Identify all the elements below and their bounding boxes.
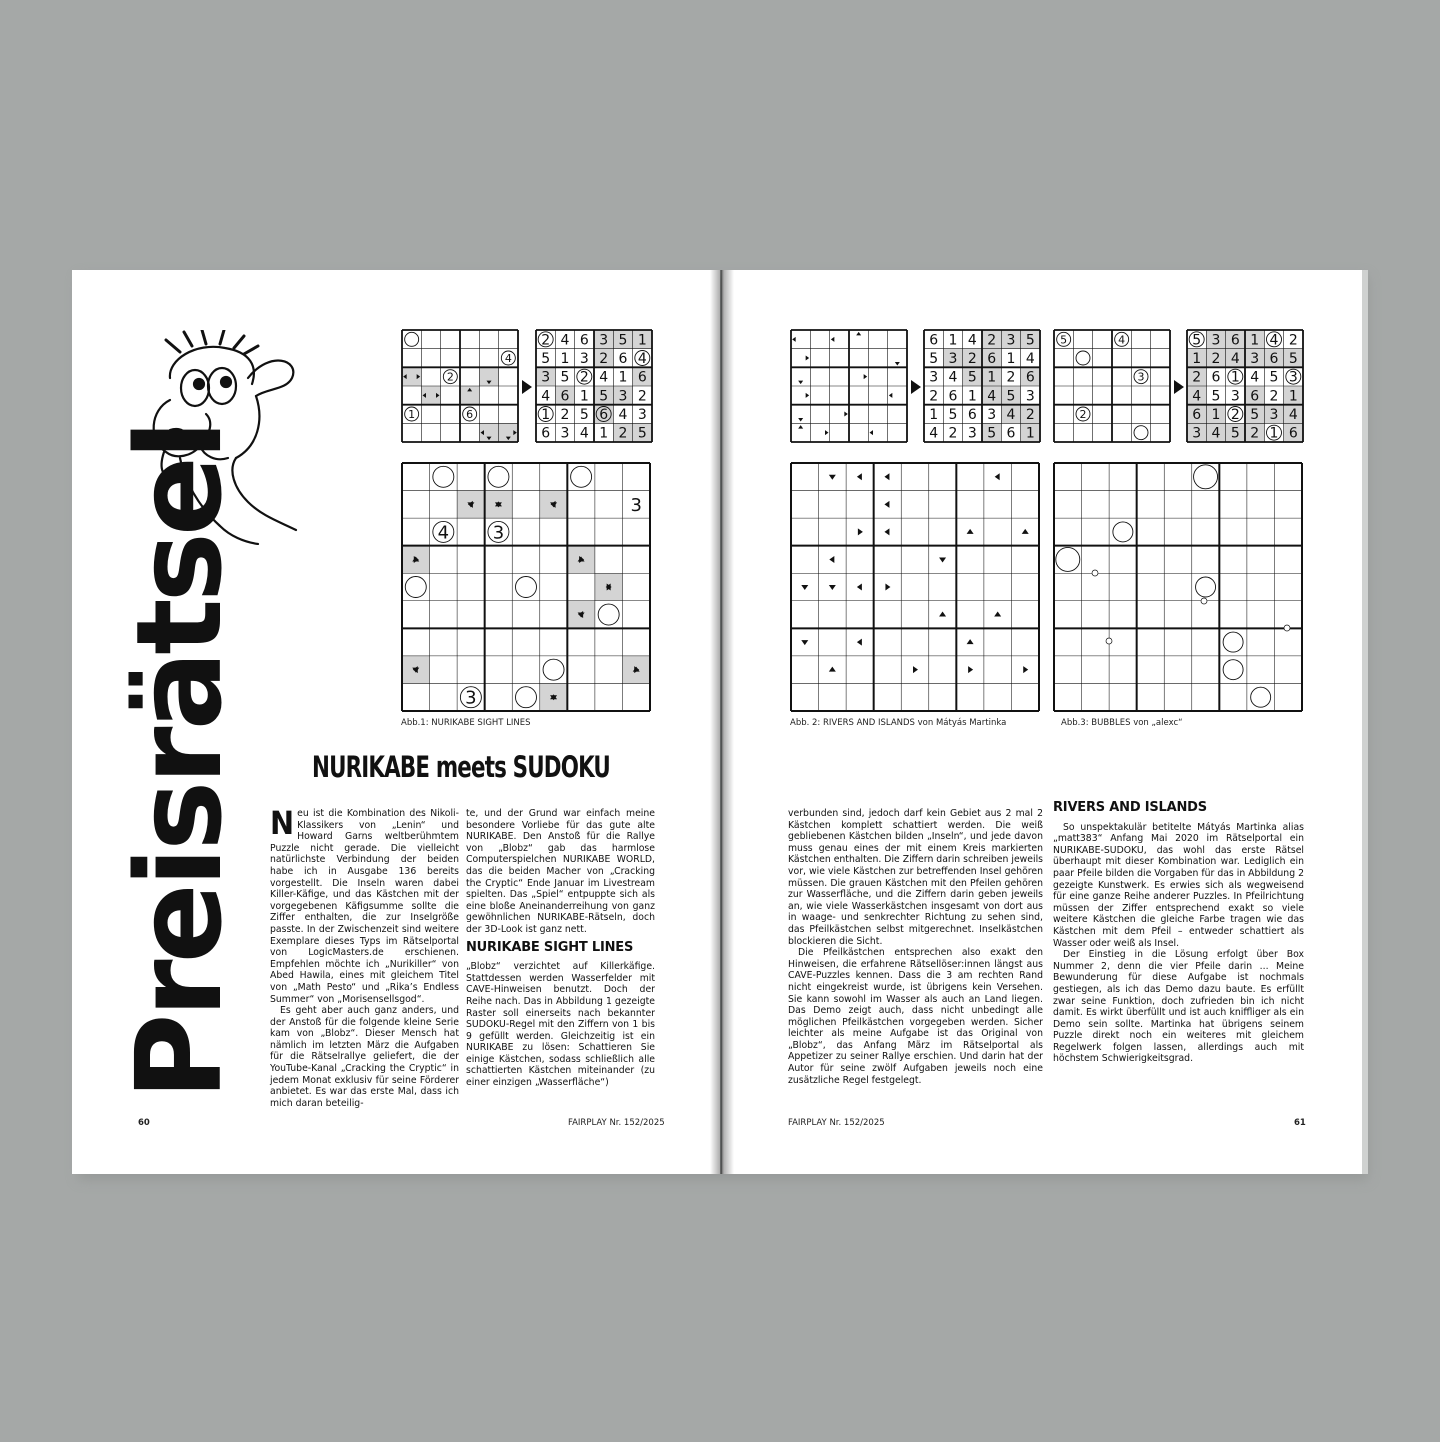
solution-digit: 3: [618, 388, 628, 405]
arrow-marker: [857, 473, 862, 480]
solution-digit: 1: [967, 388, 977, 405]
article-title: NURIKABE meets SUDOKU: [312, 750, 610, 784]
circle-clue: [1134, 426, 1148, 440]
arrow-marker: [994, 612, 1001, 617]
solution-digit: 2: [560, 407, 570, 423]
solution-digit: 1: [948, 332, 958, 349]
circle-clue: [405, 332, 419, 346]
arrow-marker: [798, 381, 803, 385]
page-number-left: 60: [138, 1118, 150, 1128]
book-gutter: [710, 270, 734, 1174]
arrow-marker: [1022, 529, 1029, 534]
arrow-marker: [792, 337, 796, 342]
small-bubble: [1092, 570, 1098, 576]
solution-digit: 1: [1211, 407, 1221, 423]
solution-digit: 6: [1192, 407, 1202, 423]
arrow-marker: [1023, 666, 1028, 673]
solution-digit: 4: [1230, 351, 1240, 367]
demo3-solution-grid: [1186, 329, 1304, 443]
solution-digit: 6: [1288, 425, 1298, 442]
clue-digit: 2: [446, 370, 454, 384]
solution-digit: 3: [579, 351, 589, 367]
solution-digit: 2: [599, 351, 609, 367]
solution-digit: 2: [987, 332, 997, 349]
solution-digit: 5: [1250, 407, 1260, 423]
solution-digit: 5: [541, 351, 551, 367]
solution-digit: 2: [967, 351, 977, 367]
solution-digit: 2: [1006, 369, 1016, 386]
solution-digit: 3: [637, 407, 647, 423]
solution-digit: 4: [948, 369, 958, 386]
circle-clue: [516, 577, 537, 598]
clue-digit: 5: [1060, 333, 1068, 347]
solution-digit: 1: [560, 351, 570, 367]
page-edge: [1362, 270, 1368, 1174]
clue-digit: 3: [492, 522, 505, 544]
solution-digit: 2: [637, 388, 647, 405]
solution-digit: 6: [987, 351, 997, 367]
arrow-right-icon: [522, 380, 532, 394]
demo1-puzzle-grid: [401, 329, 519, 443]
solution-digit: 1: [1250, 332, 1260, 349]
subheading-rivers-islands: RIVERS AND ISLANDS: [1053, 800, 1207, 815]
arrow-marker: [968, 666, 973, 673]
demo2-puzzle-grid: [790, 329, 908, 443]
solution-digit: 5: [967, 369, 977, 386]
arrow-marker: [801, 640, 808, 645]
solution-digit: 1: [1288, 388, 1298, 405]
big-puzzle-grid-3: [1053, 462, 1303, 712]
solution-digit: 5: [929, 351, 939, 367]
solution-digit: 4: [929, 425, 939, 442]
arrow-marker: [844, 412, 848, 417]
solution-digit: 6: [599, 407, 609, 423]
solution-digit: 2: [579, 369, 589, 386]
arrow-marker: [829, 475, 836, 480]
arrow-marker: [939, 557, 946, 562]
solution-digit: 1: [1006, 351, 1016, 367]
solution-digit: 3: [1230, 388, 1240, 405]
solution-digit: 5: [599, 388, 609, 405]
clue-digit: 6: [466, 408, 474, 421]
solution-digit: 3: [1025, 388, 1035, 405]
arrow-right-icon: [1174, 380, 1184, 394]
solution-digit: 4: [1006, 407, 1016, 423]
solution-digit: 5: [1230, 425, 1240, 442]
solution-digit: 4: [618, 407, 628, 423]
arrow-marker: [831, 337, 835, 342]
circle-clue: [1251, 687, 1271, 707]
big-puzzle-grid-1: [401, 462, 651, 712]
solution-digit: 5: [1025, 332, 1035, 349]
circle-clue: [433, 466, 454, 487]
issue-label-left: FAIRPLAY Nr. 152/2025: [568, 1118, 665, 1128]
solution-digit: 4: [1211, 425, 1221, 442]
arrow-marker: [870, 430, 874, 435]
solution-digit: 3: [1269, 407, 1279, 423]
circle-clue: [598, 604, 619, 625]
paragraph: verbunden sind, jedoch darf kein Gebiet aus 2 mal 2 Kästchen komplett schattiert werden. Die weiß gebliebenen Kästchen bilden „Inseln“, und jede davon muss genau eines der mit einem Kreis markierten Kästchen enthalten. Die Ziffern darin schreiben jeweils vor, wie viele Kästchen zur betreffenden Insel gehören müssen. Die grauen Kästchen mit den Pfeilen gehören zur Wasserfläche, und die Ziffern darin geben jeweils an, wie viele Wasserkästchen insgesamt von dort aus in waage- und senkrechter Richtung zu sehen sind, das Pfeilkästchen selbst mitgerechnet. Inselkästchen blockieren die Sicht.: [788, 808, 1044, 947]
demo2-solution-grid: [923, 329, 1041, 443]
solution-digit: 3: [1288, 369, 1298, 386]
paragraph: „Blobz“ verzichtet auf Killerkäfige. Stattdessen werden Wasserfelder mit CAVE-Hinweisen benutzt. Doch der Reihe nach. Das in Abbildung 1 gezeigte Raster soll einerseits nach bekannter SUDOKU-Regel mit den Ziffern von 1 bis 9 gefüllt werden. Gleichzeitig ist ein NURIKABE zu lösen: Schattieren Sie einige Kästchen, sodass schließlich alle schattierten Kästchen miteinander (zu einer einzigen „Wasserfläche“): [466, 961, 655, 1089]
solution-digit: 3: [948, 351, 958, 367]
arrow-marker: [829, 556, 834, 563]
solution-digit: 6: [967, 407, 977, 423]
solution-digit: 4: [560, 332, 570, 349]
solution-digit: 5: [637, 425, 647, 442]
solution-digit: 2: [1250, 425, 1260, 442]
arrow-marker: [829, 585, 836, 590]
solution-digit: 1: [1025, 425, 1035, 442]
solution-digit: 4: [579, 425, 589, 442]
demo3-puzzle-grid: [1053, 329, 1171, 443]
arrow-marker: [825, 430, 829, 435]
solution-digit: 4: [1025, 351, 1035, 367]
solution-digit: 2: [541, 332, 551, 349]
arrow-marker: [798, 425, 803, 429]
circle-clue: [516, 687, 537, 708]
solution-digit: 4: [1288, 407, 1298, 423]
arrow-marker: [829, 667, 836, 672]
arrow-marker: [806, 356, 810, 361]
solution-digit: 3: [929, 369, 939, 386]
solution-digit: 3: [560, 425, 570, 442]
solution-digit: 4: [967, 332, 977, 349]
text-column-4: [1053, 802, 1304, 1065]
solution-digit: 4: [637, 351, 647, 367]
solution-digit: 5: [1006, 388, 1016, 405]
demo1-solution-grid: [535, 329, 653, 443]
solution-digit: 1: [541, 407, 551, 423]
solution-digit: 2: [618, 425, 628, 442]
solution-digit: 5: [1192, 332, 1202, 349]
solution-digit: 3: [1211, 332, 1221, 349]
arrow-marker: [995, 473, 1000, 480]
small-bubble: [1201, 598, 1207, 604]
solution-digit: 3: [1250, 351, 1260, 367]
solution-digit: 6: [541, 425, 551, 442]
solution-digit: 1: [599, 425, 609, 442]
text-column-1: [270, 804, 459, 1109]
solution-digit: 1: [618, 369, 628, 386]
arrow-marker: [939, 612, 946, 617]
solution-digit: 2: [1288, 332, 1298, 349]
circle-clue: [488, 466, 509, 487]
solution-digit: 3: [1192, 425, 1202, 442]
paragraph: So unspektakulär betitelte Mátyás Martinka alias „matt383“ Anfang Mai 2020 im Rätselportal ein NURIKABE-SUDOKU, das wohl das erste Rätsel überhaupt mit dieser Kombination war. Lediglich ein paar Pfeile bilden die Vorgaben für das in Abbildung 2 gezeigte Kunstwerk. Es erwies sich als wegweisend für eine ganze Reihe anderer Puzzles. In Pfeilrichtung müssen der Ziffer entsprechend exakt so viele weitere Kästchen die gleiche Farbe tragen wie das Kästchen mit dem Pfeil – entweder schattiert als Wasser oder weiß als Insel.: [1053, 821, 1304, 949]
solution-digit: 1: [1230, 369, 1240, 386]
solution-digit: 1: [987, 369, 997, 386]
arrow-marker: [913, 666, 918, 673]
dropcap: N: [270, 804, 295, 842]
paragraph: Der Einstieg in die Lösung erfolgt über Box Nummer 2, denn die vier Pfeile darin ... Meine Bewunderung für diese Aufgabe ist nochmals gestiegen, als ich das Demo dazu baute. Es erfüllt zwar seine Funktion, doch zufrieden bin ich nicht damit. Es wirkt überfüllt und ist auch kniffliger als ein Demo sein sollte. Martinka hat übrigens seinem Puzzle direkt noch ein weiteres mit gleichem Regelwerk folgen lassen, allerdings auch mit höchstem Schwierigkeitsgrad.: [1053, 949, 1304, 1065]
clue-digit: 1: [408, 408, 416, 421]
solution-digit: 2: [1192, 369, 1202, 386]
solution-digit: 4: [599, 369, 609, 386]
arrow-marker: [884, 528, 889, 535]
caption-figure-1: Abb.1: NURIKABE SIGHT LINES: [401, 718, 531, 728]
solution-digit: 6: [1006, 425, 1016, 442]
circle-clue: [1056, 547, 1080, 571]
caption-figure-2: Abb. 2: RIVERS AND ISLANDS von Mátyás Martinka: [790, 718, 1007, 728]
circle-clue: [1223, 632, 1243, 652]
circle-clue: [1196, 577, 1216, 597]
small-bubble: [1284, 625, 1290, 631]
solution-digit: 1: [579, 388, 589, 405]
solution-digit: 1: [1269, 425, 1279, 442]
solution-digit: 5: [1288, 351, 1298, 367]
arrow-marker: [895, 362, 900, 366]
arrow-right-icon: [911, 380, 921, 394]
solution-digit: 2: [1230, 407, 1240, 423]
solution-digit: 4: [1192, 388, 1202, 405]
solution-digit: 2: [948, 425, 958, 442]
solution-digit: 5: [560, 369, 570, 386]
section-title: Preisrätsel: [110, 423, 248, 1100]
solution-digit: 6: [1025, 369, 1035, 386]
big-puzzle-grid-2: [790, 462, 1040, 712]
arrow-marker: [884, 501, 889, 508]
solution-digit: 6: [1269, 351, 1279, 367]
solution-digit: 3: [541, 369, 551, 386]
clue-digit: 4: [1118, 333, 1126, 347]
solution-digit: 1: [929, 407, 939, 423]
solution-digit: 2: [1269, 388, 1279, 405]
solution-digit: 6: [948, 388, 958, 405]
solution-digit: 6: [1230, 332, 1240, 349]
solution-digit: 5: [1269, 369, 1279, 386]
text-column-2: [466, 808, 655, 1089]
issue-label-right: FAIRPLAY Nr. 152/2025: [788, 1118, 885, 1128]
solution-digit: 5: [948, 407, 958, 423]
solution-digit: 4: [541, 388, 551, 405]
solution-digit: 6: [637, 369, 647, 386]
clue-digit: 3: [1137, 370, 1145, 384]
solution-digit: 3: [987, 407, 997, 423]
solution-digit: 5: [618, 332, 628, 349]
subheading-sight-lines: NURIKABE SIGHT LINES: [466, 939, 634, 955]
page-number-right: 61: [1294, 1118, 1306, 1128]
arrow-marker: [889, 393, 893, 398]
arrow-marker: [857, 584, 862, 591]
arrow-marker: [864, 374, 868, 379]
clue-digit: 4: [504, 352, 512, 365]
paragraph: Es geht aber auch ganz anders, und der Anstoß für die folgende kleine Serie kam von „Blobz“. Dieser Mensch hat nämlich im letzten März die Aufgaben für die Rätselrallye geliefert, die der YouTube-Kanal „Cracking the Cryptic“ in jedem Monat exklusiv für seine Förderer anbietet. Es war das erste Mal, dass ich mich daran beteilig-: [270, 1005, 459, 1109]
solution-digit: 4: [987, 388, 997, 405]
circle-clue: [1113, 522, 1133, 542]
paragraph: eu ist die Kombination des Nikoli-Klassikers von „Lenin“ und Howard Garns weltberühmtem Puzzle nicht gerade. Die vielleicht natürlichste Verbindung der beiden habe ich in Ausgabe 136 bereits vorgestellt. Die Inseln waren dabei Killer-Käfige, und das Kästchen mit der vorgegebenen Käfigsumme sollte die Ziffer enthalten, die zur Inselgröße passte. In der Zwischenzeit sind weitere Exemplare dieses Typs im Rätselportal von LogicMasters.de erschienen. Empfehlen möchte ich „Nurikiller“ von Abed Hawila, eines mit gleichem Titel von „Math Pesto“ und „Rika’s Endless Summer“ von „Morisensellsgod“.: [270, 808, 459, 1005]
solution-digit: 6: [1250, 388, 1260, 405]
arrow-marker: [884, 473, 889, 480]
caption-figure-3: Abb.3: BUBBLES von „alexc“: [1061, 718, 1183, 728]
arrow-marker: [801, 585, 808, 590]
paragraph: te, und der Grund war einfach meine besondere Vorliebe für das gute alte NURIKABE. Den Anstoß für die Rallye von „Blobz“ gab das harmlose Computerspielchen NURIKABE WORLD, das die beiden Macher von „Cracking the Cryptic“ Ende Januar im Livestream spielten. Das „Spiel“ entpuppte sich als eine bloße Aneinanderreihung von ganz gewöhnlichen NURIKABE-Rätseln, doch der 3D-Look ist ganz nett.: [466, 808, 655, 935]
solution-digit: 2: [1211, 351, 1221, 367]
small-bubble: [1106, 638, 1112, 644]
solution-digit: 6: [929, 332, 939, 349]
text-column-3: [788, 808, 1043, 1086]
clue-digit: 2: [1079, 408, 1087, 421]
arrow-marker: [806, 393, 810, 398]
solution-digit: 6: [618, 351, 628, 367]
circle-clue: [1194, 465, 1218, 489]
solution-digit: 3: [967, 425, 977, 442]
arrow-marker: [967, 639, 974, 644]
solution-digit: 4: [1269, 332, 1279, 349]
paragraph: Die Pfeilkästchen entsprechen also exakt den Hinweisen, die erfahrene Rätsellöser:innen längst aus CAVE-Puzzles kennen. Dass die 3 am rechten Rand nicht eingekreist wurde, ist übrigens kein Versehen. Sie kann sowohl im Wasser als auch an Land liegen. Das Demo zeigt auch, dass nicht unbedingt alle möglichen Pfeilkästchen vorgegeben werden. Sicher leichter als meine Aufgabe ist das Original von „Blobz“, das Anfang März im Rätselportal als Appetizer zu seiner Rallye erschien. Und darin hat der Autor für seine zwölf Aufgaben jeweils noch eine zusätzliche Regel festgelegt.: [788, 947, 1043, 1086]
solution-digit: 3: [599, 332, 609, 349]
arrow-marker: [798, 418, 803, 422]
arrow-marker: [858, 528, 863, 535]
circle-clue: [1076, 351, 1090, 365]
clue-digit: 3: [630, 494, 642, 516]
solution-digit: 3: [1006, 332, 1016, 349]
solution-digit: 5: [987, 425, 997, 442]
clue-digit: 4: [437, 522, 450, 544]
solution-digit: 5: [579, 407, 589, 423]
clue-digit: 3: [465, 687, 477, 709]
solution-digit: 1: [1192, 351, 1202, 367]
solution-digit: 4: [1250, 369, 1260, 386]
arrow-marker: [856, 332, 861, 336]
circle-clue: [543, 659, 564, 680]
solution-digit: 6: [579, 332, 589, 349]
solution-digit: 2: [1025, 407, 1035, 423]
solution-digit: 1: [637, 332, 647, 349]
solution-digit: 2: [929, 388, 939, 405]
solution-digit: 6: [560, 388, 570, 405]
solution-digit: 6: [1211, 369, 1221, 386]
arrow-marker: [967, 529, 974, 534]
arrow-marker: [857, 639, 862, 646]
circle-clue: [405, 577, 426, 598]
circle-clue: [571, 466, 592, 487]
arrow-marker: [885, 584, 890, 591]
solution-digit: 5: [1211, 388, 1221, 405]
circle-clue: [1223, 660, 1243, 680]
